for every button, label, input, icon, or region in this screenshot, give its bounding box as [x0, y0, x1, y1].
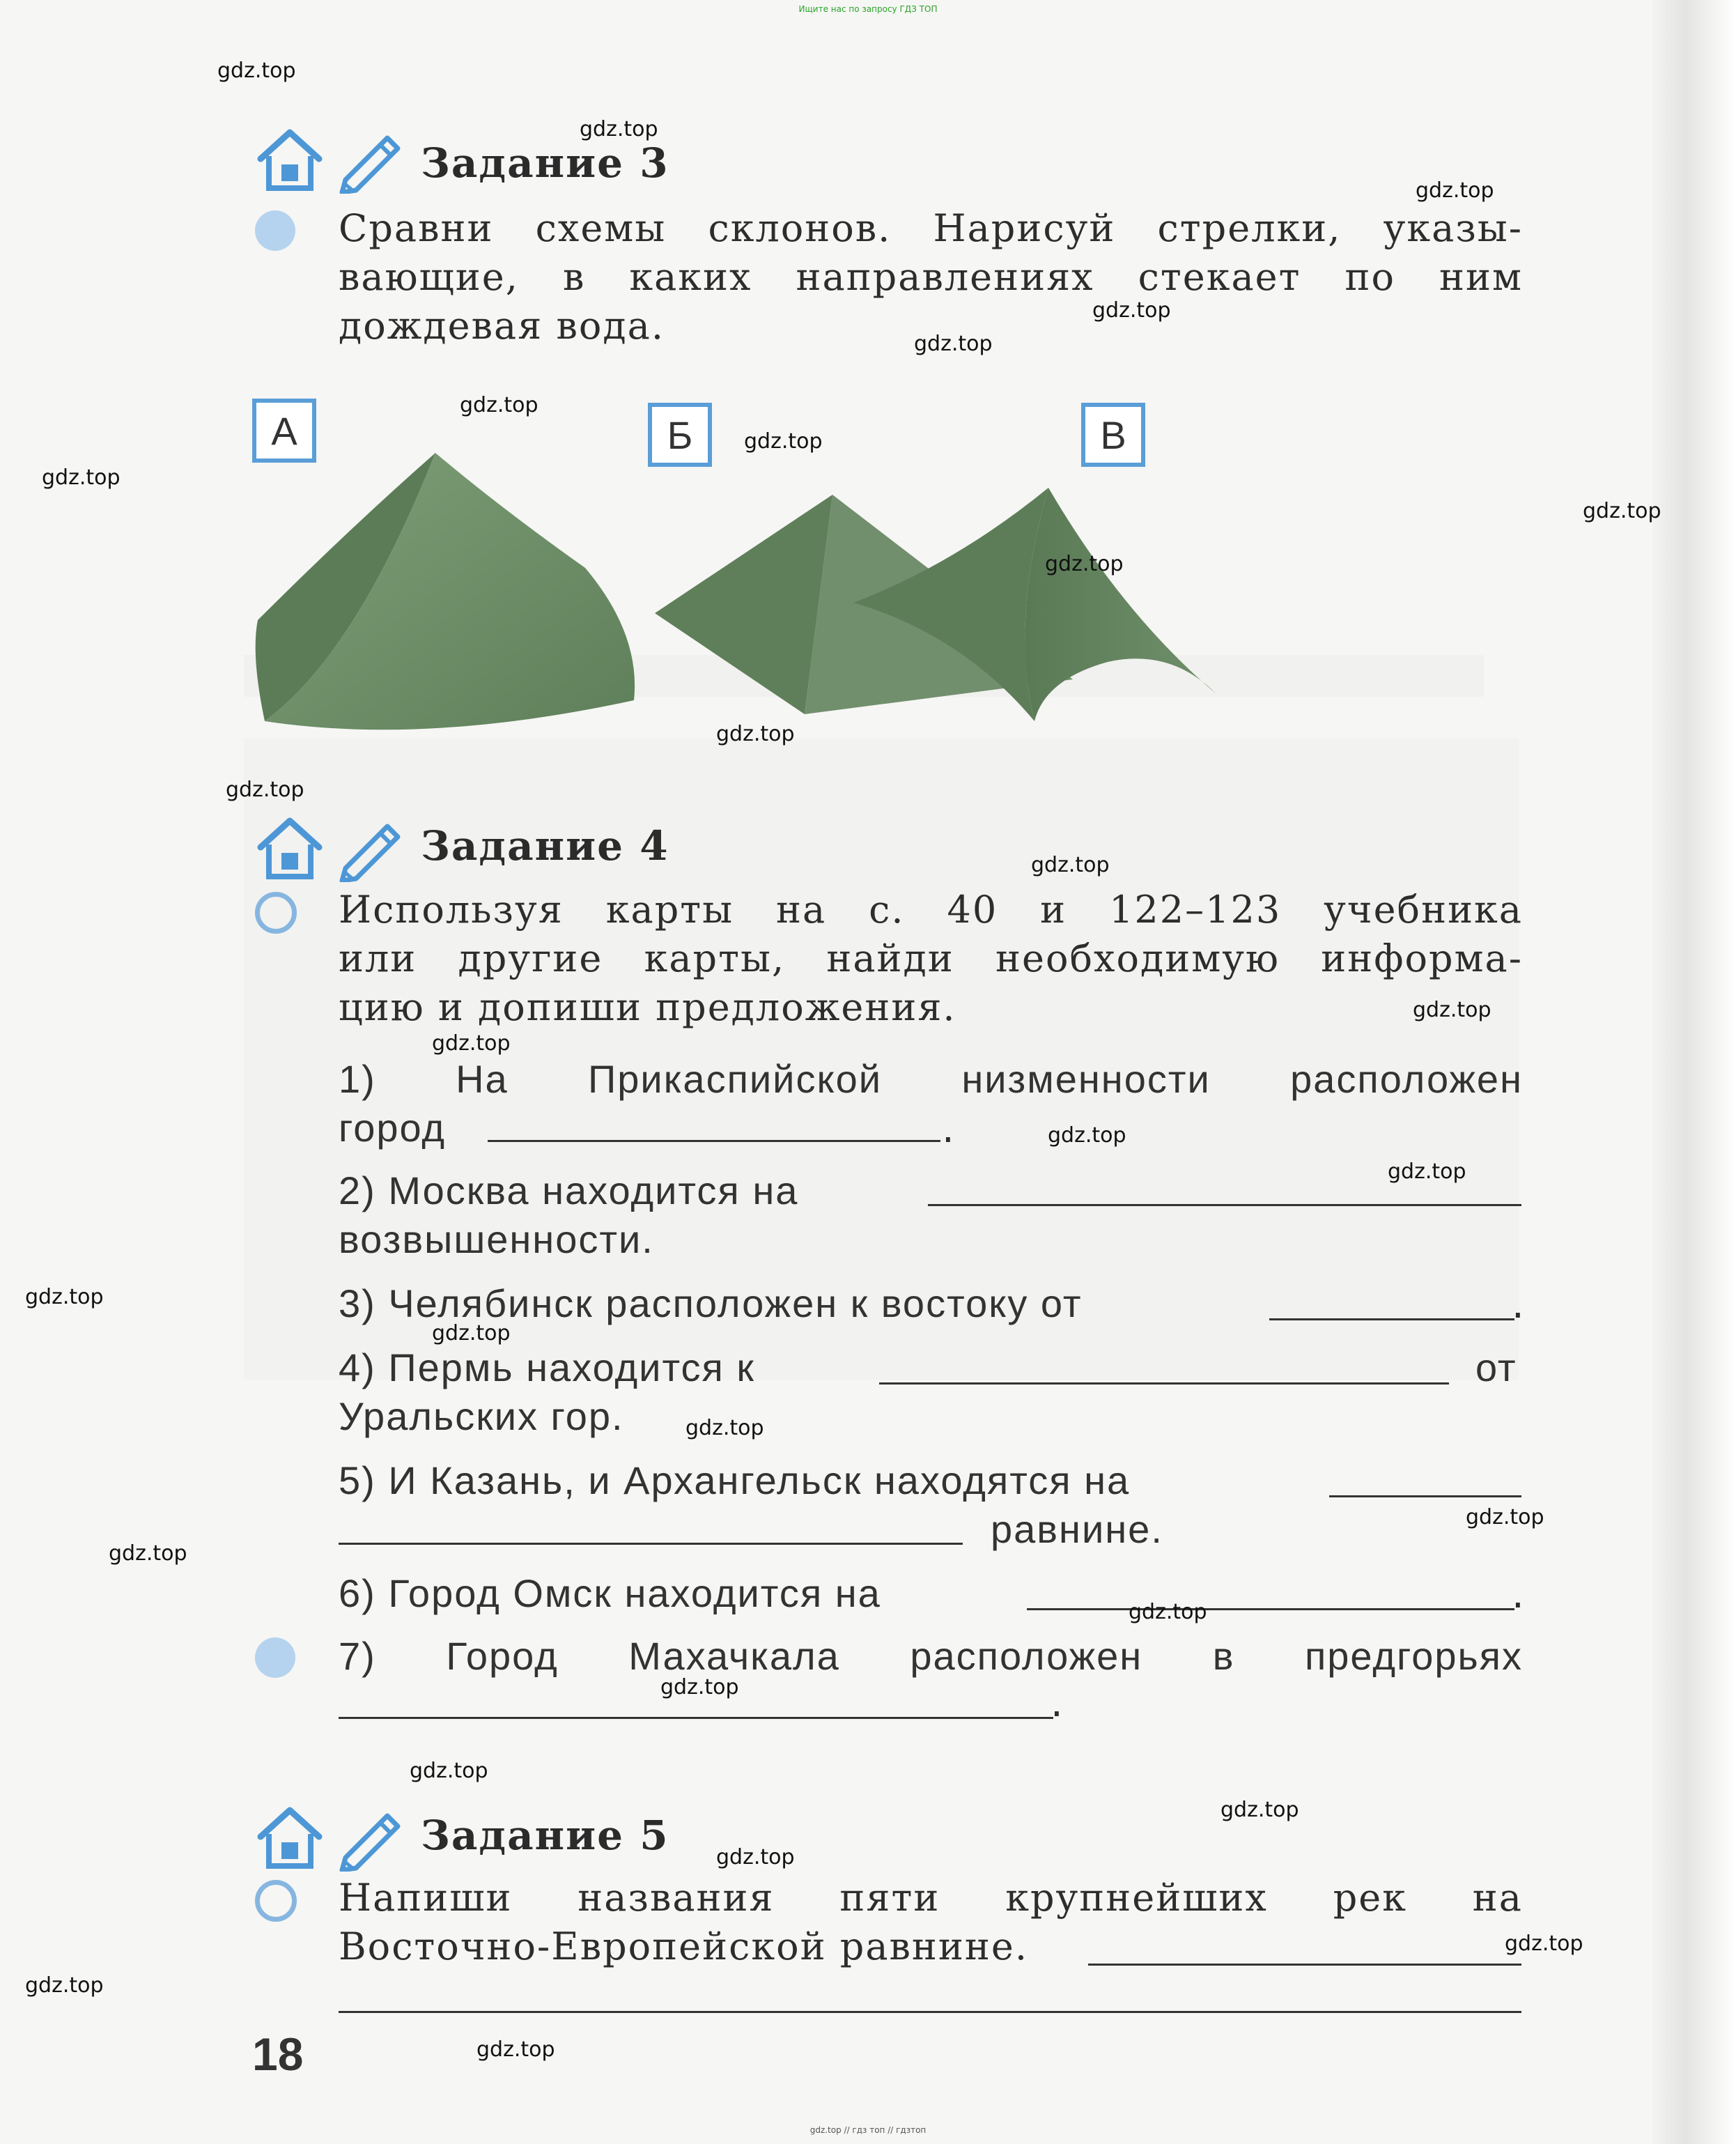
item5-line-2: равнине. — [991, 1507, 1163, 1551]
bottom-note: gdz.top // гдз топ // гдзтоп — [809, 2125, 927, 2135]
answer-line[interactable] — [1329, 1495, 1521, 1497]
watermark: gdz.top — [109, 1541, 187, 1566]
answer-line[interactable] — [928, 1204, 1521, 1206]
period: . — [1512, 1572, 1524, 1617]
period: . — [1512, 1282, 1524, 1327]
task5-line-1: Напиши названия пяти крупнейших рек на — [339, 1876, 1523, 1920]
task3-line-2: вающие, в каких направлениях стекает по ним — [339, 255, 1523, 299]
answer-line[interactable] — [879, 1382, 1449, 1385]
task5-title: Задание 5 — [421, 1812, 669, 1859]
task3-line-3: дождевая вода. — [339, 304, 665, 348]
item2-line-1: 2) Москва находится на — [339, 1169, 799, 1212]
item3-line: 3) Челябинск расположен к востоку от — [339, 1281, 1083, 1325]
item4-line-1: 4) Пермь находится к — [339, 1345, 755, 1389]
difficulty-dot — [255, 210, 295, 251]
watermark: gdz.top — [1220, 1798, 1299, 1822]
difficulty-dot — [255, 1637, 295, 1678]
task4-title: Задание 4 — [421, 822, 669, 870]
item7-line-1: 7) Город Махачкала расположен в предгорьях — [339, 1634, 1523, 1678]
answer-line[interactable] — [339, 1543, 963, 1545]
item1-line-1: 1) На Прикаспийской низменности расположен — [339, 1057, 1523, 1101]
label-b: Б — [648, 403, 712, 467]
difficulty-ring — [255, 892, 297, 934]
watermark: gdz.top — [25, 1285, 104, 1309]
answer-line[interactable] — [488, 1140, 940, 1142]
period: . — [1051, 1681, 1063, 1726]
task4-intro-1: Используя карты на с. 40 и 122–123 учебника — [339, 888, 1523, 932]
watermark: gdz.top — [460, 393, 538, 417]
watermark: gdz.top — [1583, 499, 1661, 523]
pencil-icon — [332, 1802, 408, 1872]
answer-line[interactable] — [339, 2011, 1521, 2013]
watermark: gdz.top — [716, 1845, 795, 1869]
watermark: gdz.top — [432, 1031, 511, 1056]
watermark: gdz.top — [716, 722, 795, 746]
item4-from: от — [1475, 1345, 1517, 1389]
watermark: gdz.top — [1505, 1931, 1583, 1956]
answer-line[interactable] — [339, 1717, 1053, 1719]
difficulty-ring — [255, 1880, 297, 1922]
task3-line-1: Сравни схемы склонов. Нарисуй стрелки, указы- — [339, 206, 1523, 250]
top-note: Ищите нас по запросу ГДЗ ТОП — [798, 4, 938, 14]
watermark: gdz.top — [914, 332, 993, 356]
watermark: gdz.top — [1388, 1159, 1466, 1184]
watermark: gdz.top — [744, 429, 823, 454]
item6-line: 6) Город Омск находится на — [339, 1571, 881, 1615]
answer-line[interactable] — [1088, 1964, 1521, 1966]
watermark: gdz.top — [1045, 552, 1124, 576]
slope-diagrams — [251, 446, 1533, 746]
watermark: gdz.top — [1416, 178, 1494, 203]
home-icon — [255, 125, 325, 195]
task4-intro-3: цию и допиши предложения. — [339, 985, 956, 1029]
task3-title: Задание 3 — [421, 139, 669, 187]
mountain-a — [256, 453, 635, 730]
watermark: gdz.top — [1031, 853, 1110, 877]
label-a: А — [252, 399, 316, 463]
watermark: gdz.top — [25, 1973, 104, 1998]
pencil-icon — [332, 812, 408, 882]
item1-line-2: город — [339, 1106, 447, 1150]
page-gutter — [1652, 0, 1736, 2144]
home-icon — [255, 814, 325, 884]
page-number: 18 — [252, 2028, 304, 2080]
label-v: В — [1081, 403, 1145, 467]
watermark: gdz.top — [685, 1416, 764, 1440]
watermark: gdz.top — [217, 59, 296, 83]
answer-line[interactable] — [1269, 1318, 1514, 1320]
watermark: gdz.top — [660, 1675, 739, 1699]
item4-line-2: Уральских гор. — [339, 1394, 624, 1438]
item2-line-2: возвышенности. — [339, 1217, 654, 1261]
watermark: gdz.top — [432, 1321, 511, 1345]
watermark: gdz.top — [476, 2037, 555, 2062]
task5-line-2: Восточно-Европейской равнине. — [339, 1925, 1029, 1968]
watermark: gdz.top — [1048, 1123, 1126, 1148]
watermark: gdz.top — [226, 778, 304, 802]
watermark: gdz.top — [1129, 1600, 1207, 1624]
watermark: gdz.top — [410, 1759, 488, 1783]
watermark: gdz.top — [1466, 1505, 1544, 1529]
watermark: gdz.top — [580, 117, 658, 141]
watermark: gdz.top — [1092, 298, 1171, 323]
home-icon — [255, 1803, 325, 1873]
answer-line[interactable] — [1027, 1608, 1514, 1610]
watermark: gdz.top — [42, 465, 121, 490]
item5-line-1: 5) И Казань, и Архангельск находятся на — [339, 1458, 1131, 1502]
pencil-icon — [332, 124, 408, 194]
task4-intro-2: или другие карты, найди необходимую информа- — [339, 936, 1523, 980]
watermark: gdz.top — [1413, 998, 1491, 1022]
period: . — [942, 1106, 954, 1152]
